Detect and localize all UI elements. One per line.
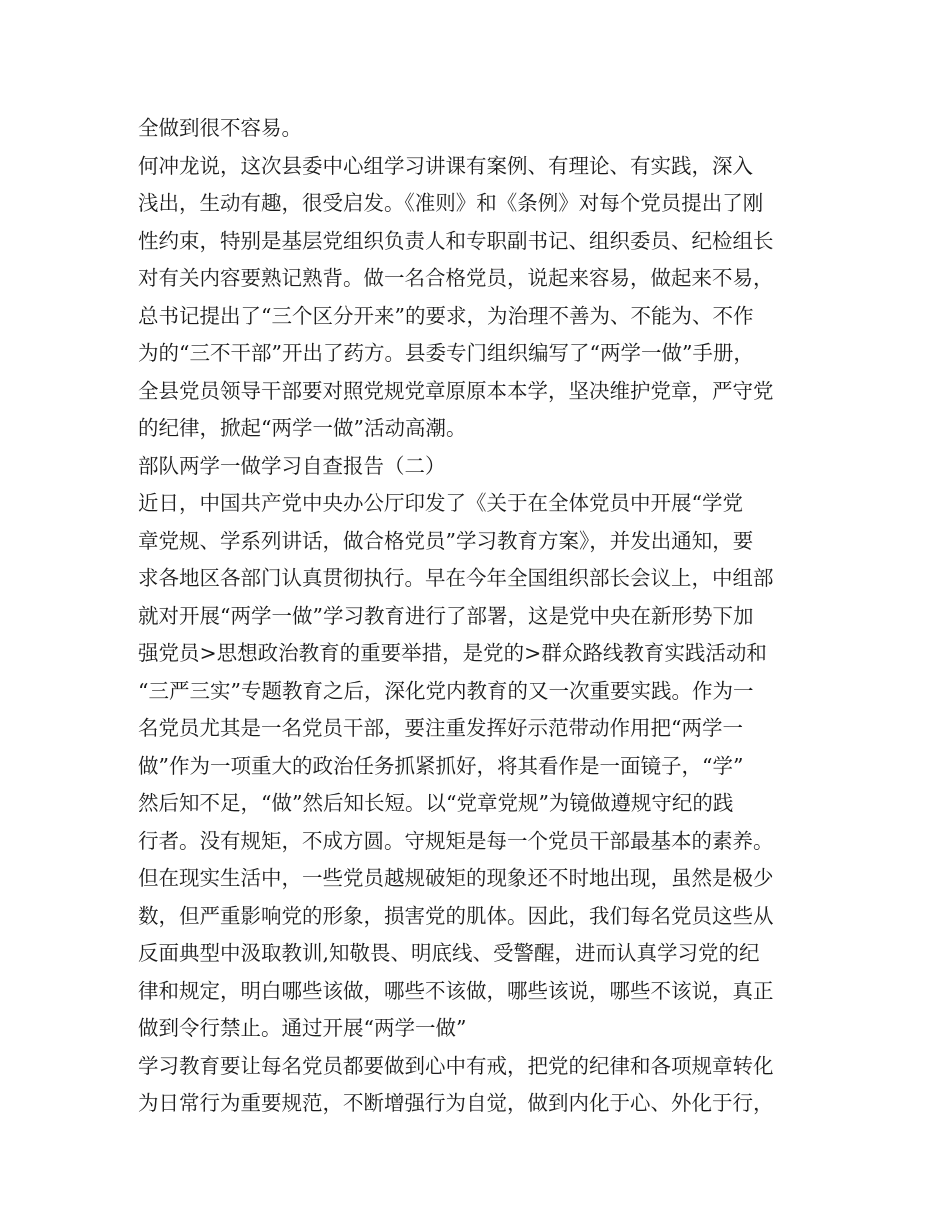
text-line: 做到令行禁止。通过开展“两学一做” <box>138 1016 467 1040</box>
text-line: 做”作为一项重大的政治任务抓紧抓好，将其看作是一面镜子，“学” <box>138 753 744 778</box>
text-line: 学习教育要让每名党员都要做到心中有戒，把党的纪律和各项规章转化 <box>138 1053 774 1078</box>
text-line: 反面典型中汲取教训,知敬畏、明底线、受警醒，进而认真学习党的纪 <box>138 941 760 965</box>
text-line: 性约束，特别是基层党组织负责人和专职副书记、组织委员、纪检组长 <box>138 228 774 253</box>
text-line: 何冲龙说，这次县委中心组学习讲课有案例、有理论、有实践，深入 <box>138 153 753 178</box>
text-line: 强党员>思想政治教育的重要举措，是党的>群众路线教育实践活动和 <box>138 641 767 665</box>
text-line: “三严三实”专题教育之后，深化党内教育的又一次重要实践。作为一 <box>138 678 754 703</box>
text-line: 律和规定，明白哪些该做，哪些不该做，哪些该说，哪些不该说，真正 <box>138 978 774 1003</box>
text-line: 全做到很不容易。 <box>138 116 302 140</box>
text-line: 为的“三不干部”开出了药方。县委专门组织编写了“两学一做”手册， <box>138 341 754 365</box>
text-line: 求各地区各部门认真贯彻执行。早在今年全国组织部长会议上，中组部 <box>138 566 774 590</box>
text-line: 全县党员领导干部要对照党规党章原原本本学，坚决维护党章，严守党 <box>138 378 774 403</box>
text-line: 总书记提出了“三个区分开来”的要求，为治理不善为、不能为、不作 <box>138 303 754 328</box>
text-line: 但在现实生活中，一些党员越规破矩的现象还不时地出现，虽然是极少 <box>138 866 774 890</box>
text-line: 然后知不足，“做”然后知长短。以“党章党规”为镜做遵规守纪的践 <box>138 791 734 815</box>
document-body <box>138 110 828 1123</box>
section-heading: 部队两学一做学习自查报告（二） <box>138 453 446 478</box>
text-line: 对有关内容要熟记熟背。做一名合格党员，说起来容易，做起来不易， <box>138 266 774 290</box>
text-line: 就对开展“两学一做”学习教育进行了部署，这是党中央在新形势下加 <box>138 603 754 628</box>
text-line: 为日常行为重要规范，不断增强行为自觉，做到内化于心、外化于行， <box>138 1091 774 1115</box>
text-line: 章党规、学系列讲话，做合格党员”学习教育方案》，并发出通知，要 <box>138 528 754 553</box>
text-line: 近日，中国共产党中央办公厅印发了《关于在全体党员中开展“学党 <box>138 491 743 515</box>
text-line: 数，但严重影响党的形象，损害党的肌体。因此，我们每名党员这些从 <box>138 903 774 928</box>
text-line: 的纪律，掀起“两学一做”活动高潮。 <box>138 416 467 440</box>
text-line: 浅出，生动有趣，很受启发。《准则》和《条例》对每个党员提出了刚 <box>138 191 764 215</box>
text-line: 行者。没有规矩，不成方圆。守规矩是每一个党员干部最基本的素养。 <box>138 828 774 853</box>
text-line: 名党员尤其是一名党员干部，要注重发挥好示范带动作用把“两学一 <box>138 716 743 740</box>
